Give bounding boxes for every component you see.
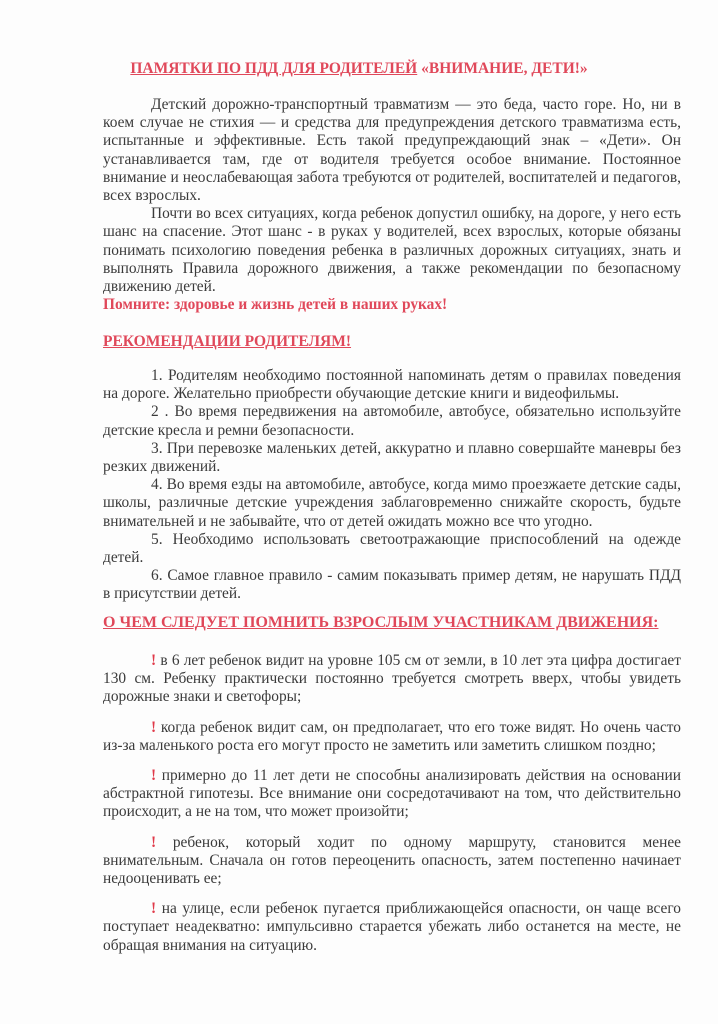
adults-item: ! примерно до 11 лет дети не способны анализировать действия на основании абстрактной гипотезы. Все внимание они сосредотачивают на том, что действительно происходит, а не на том, что может произойти; bbox=[103, 767, 681, 821]
recommendation-item: 2 . Во время передвижения на автомобиле, автобусе, обязательно используйте детские кресла и ремни безопасности. bbox=[103, 403, 681, 439]
exclamation-icon: ! bbox=[151, 767, 157, 785]
adults-item: ! ребенок, который ходит по одному маршруту, становится менее внимательным. Сначала он готов переоценить опасность, затем постепенно начинает недооценивать ее; bbox=[103, 833, 681, 888]
recommendation-item: 5. Необходимо использовать светоотражающие приспособлений на одежде детей. bbox=[103, 530, 681, 567]
exclamation-icon: ! bbox=[151, 900, 157, 918]
intro-paragraph-1: Детский дорожно-транспортный травматизм — это беда, часто горе. Но, ни в коем случае не стихия — и средства для предупреждения детского травматизма есть, испытанные и эффективные. Есть такой предупреждающий знак – «Дети». Он устанавливается там, где от водителя требуется особое внимание. Постоянное внимание и неослабевающая забота требуются от родителей, воспитателей и педагогов, всех взрослых. bbox=[103, 96, 681, 205]
adults-item: ! в 6 лет ребенок видит на уровне 105 см от земли, в 10 лет эта цифра достигает 130 см. Ребенку практически постоянно требуется смотреть вверх, чтобы увидеть дорожные знаки и светофоры; bbox=[103, 652, 681, 706]
page-title bbox=[0, 60, 718, 78]
recommendations-list bbox=[103, 367, 681, 604]
exclamation-icon: ! bbox=[151, 652, 157, 669]
recommendation-item: 1. Родителям необходимо постоянной напоминать детям о правилах поведения на дороге. Желательно приобрести обучающие детские книги и видеофильмы. bbox=[103, 367, 681, 403]
title-subtitle: «ВНИМАНИЕ, ДЕТИ!» bbox=[417, 60, 588, 77]
adults-item: ! когда ребенок видит сам, он предполагает, что его тоже видят. Но очень часто из-за маленького роста его могут просто не заметить или заметить слишком поздно; bbox=[103, 718, 681, 754]
adults-item: ! на улице, если ребенок пугается приближающейся опасности, он чаще всего поступает неадекватно: импульсивно старается убежать либо останется на месте, не обращая внимания на ситуацию. bbox=[103, 900, 681, 954]
exclamation-icon: ! bbox=[151, 833, 157, 851]
recommendation-item: 4. Во время езды на автомобиле, автобусе, когда мимо проезжаете детские сады, школы, различные детские учреждения заблаговременно снижайте скорость, будьте внимательней и не забывайте, что от детей ожидать можно все что угодно. bbox=[103, 476, 681, 530]
slogan: Помните: здоровье и жизнь детей в наших руках! bbox=[103, 296, 448, 314]
adults-list bbox=[103, 652, 681, 955]
intro-paragraph-2: Почти во всех ситуациях, когда ребенок допустил ошибку, на дороге, у него есть шанс на спасение. Этот шанс - в руках у водителей, всех взрослых, которые обязаны понимать психологию поведения ребенка в различных дорожных ситуациях, знать и выполнять Правила дорожного движения, а также рекомендации по безопасному движению детей. bbox=[103, 205, 681, 296]
adults-heading: О ЧЕМ СЛЕДУЕТ ПОМНИТЬ ВЗРОСЛЫМ УЧАСТНИКАМ ДВИЖЕНИЯ: bbox=[103, 614, 659, 631]
recommendation-item: 6. Самое главное правило - самим показывать пример детям, не нарушать ПДД в присутствии детей. bbox=[103, 567, 681, 603]
recommendations-heading: РЕКОМЕНДАЦИИ РОДИТЕЛЯМ! bbox=[103, 333, 352, 350]
exclamation-icon: ! bbox=[151, 718, 157, 736]
title-main: ПАМЯТКИ ПО ПДД ДЛЯ РОДИТЕЛЕЙ bbox=[130, 60, 418, 77]
intro-section bbox=[103, 96, 681, 314]
recommendation-item: 3. При перевозке маленьких детей, аккуратно и плавно совершайте маневры без резких движений. bbox=[103, 439, 681, 476]
